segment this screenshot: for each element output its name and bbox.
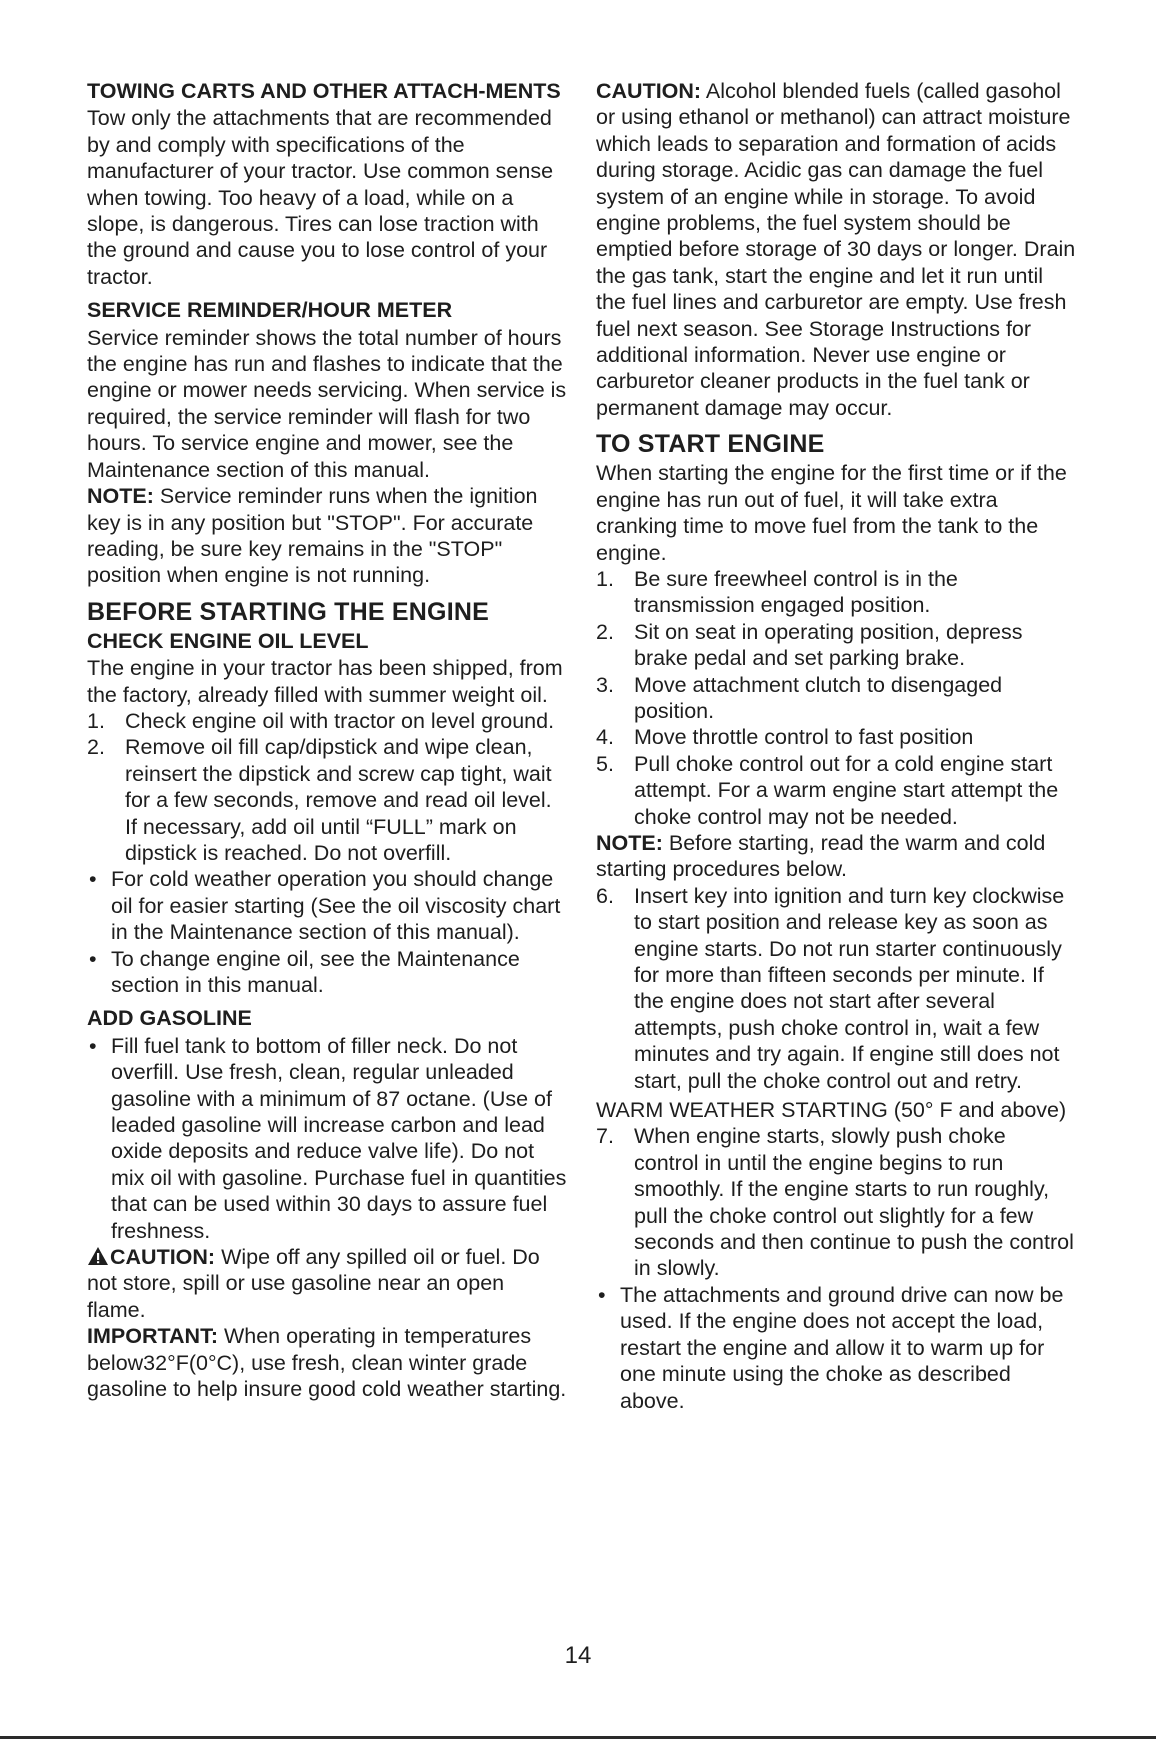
bullet-item	[87, 866, 567, 945]
step-number: 3.	[596, 672, 614, 697]
step-text: Pull choke control out for a cold engine start attempt. For a warm engine start attempt the choke control may not be needed.	[634, 751, 1059, 829]
towing-heading: TOWING CARTS AND OTHER ATTACH-MENTS	[87, 79, 561, 103]
step-number: 1.	[596, 566, 614, 591]
start-steps	[596, 566, 1076, 830]
bullet-marker: •	[89, 1033, 97, 1058]
bullet-item	[87, 946, 567, 999]
step-item	[596, 619, 1076, 672]
bullet-marker: •	[89, 946, 97, 971]
oil-intro: The engine in your tractor has been shipped, from the factory, already filled with summer weight oil.	[87, 656, 563, 707]
step-number: 6.	[596, 883, 614, 908]
note-text: Before starting, read the warm and cold starting procedures below.	[596, 830, 1046, 882]
start-note	[596, 830, 1076, 883]
caution-label: CAUTION:	[596, 79, 702, 103]
step-item	[596, 1123, 1076, 1281]
oil-bullets	[87, 866, 567, 998]
towing-text: Tow only the attachments that are recommended by and comply with specifications of the manufacturer of your tractor. Use common sense when towing. Too heavy of a load, while on a slope, is dangerous. Tires can lose traction with the ground and cause you to lose control of your tractor.	[87, 106, 554, 289]
gasoline-bullets	[87, 1033, 567, 1244]
note-text: Service reminder runs when the ignition key is in any position but "STOP". For accurate reading, be sure key remains in the "STOP" position when engine is not running.	[87, 484, 538, 588]
step-text: Move throttle control to fast position	[634, 725, 974, 750]
bullet-text: To change engine oil, see the Maintenance section in this manual.	[111, 946, 520, 997]
service-heading: SERVICE REMINDER/HOUR METER	[87, 298, 453, 323]
bullet-text: The attachments and ground drive can now be used. If the engine does not accept the load, restart the engine and allow it to warm up for one minute using the choke as described above.	[620, 1282, 1064, 1413]
important-label: IMPORTANT:	[87, 1324, 218, 1349]
final-bullets	[596, 1282, 1076, 1414]
gasoline-heading: ADD GASOLINE	[87, 1006, 252, 1031]
bullet-text: For cold weather operation you should change oil for easier starting (See the oil viscosity chart in the Maintenance section of this manual).	[111, 867, 561, 945]
bullet-marker: •	[598, 1282, 606, 1307]
service-note	[87, 483, 567, 589]
step-text: Move attachment clutch to disengaged position.	[634, 672, 1003, 723]
step-text: Remove oil fill cap/dipstick and wipe clean, reinsert the dipstick and screw cap tight, wait for a few seconds, remove and read oil level. If necessary, add oil until “FULL” mark on dipstick is reached. Do not overfill.	[125, 735, 552, 865]
step-number: 2.	[87, 735, 105, 760]
warm-steps	[596, 1123, 1076, 1281]
step-item	[87, 734, 567, 866]
bullet-item	[596, 1282, 1076, 1414]
step-number: 7.	[596, 1124, 614, 1149]
page-number: 14	[564, 1642, 592, 1669]
note-label: NOTE:	[596, 830, 663, 855]
right-column	[596, 78, 1076, 1414]
note-label: NOTE:	[87, 484, 154, 509]
important-paragraph	[87, 1323, 567, 1402]
step-number: 1.	[87, 708, 105, 733]
caution-label: CAUTION:	[110, 1245, 216, 1270]
left-column	[87, 78, 567, 1403]
step-text: Be sure freewheel control is in the transmission engaged position.	[634, 566, 958, 618]
start-engine-heading: TO START ENGINE	[596, 430, 825, 459]
oil-steps	[87, 708, 567, 866]
step-item	[596, 672, 1076, 725]
warm-weather-heading: WARM WEATHER STARTING (50° F and above)	[596, 1098, 1067, 1123]
start-intro: When starting the engine for the first time or if the engine has run out of fuel, it will take extra cranking time to move fuel from the tank to the engine.	[596, 461, 1067, 565]
step-item	[596, 724, 1076, 750]
step-text: Insert key into ignition and turn key clockwise to start position and release key as soon as engine starts. Do not run starter continuously for more than fifteen seconds per minute. If the engine does not start after several attempts, push choke control in, wait a few minutes and try again. If engine still does not start, pull the choke control out and retry.	[634, 883, 1065, 1093]
caution-text: Wipe off any spilled oil or fuel. Do not store, spill or use gasoline near an open flame.	[87, 1245, 540, 1322]
caution-paragraph	[87, 1244, 567, 1323]
bullet-text: Fill fuel tank to bottom of filler neck. Do not overfill. Use fresh, clean, regular unleaded gasoline with a minimum of 87 octane. (Use of leaded gasoline will increase carbon and lead oxide deposits and reduce valve life). Do not mix oil with gasoline. Purchase fuel in quantities that can be used within 30 days to assure fuel freshness.	[111, 1033, 567, 1243]
step-number: 4.	[596, 725, 614, 750]
service-text: Service reminder shows the total number of hours the engine has run and flashes to indicate that the engine or mower needs servicing. When service is required, the service reminder will flash for two hours. To service engine and mower, see the Maintenance section of this manual.	[87, 325, 567, 482]
step-number: 5.	[596, 751, 614, 776]
step-number: 2.	[596, 619, 614, 644]
bullet-marker: •	[89, 867, 97, 892]
step-item	[596, 751, 1076, 830]
step-text: Sit on seat in operating position, depress brake pedal and set parking brake.	[634, 619, 1023, 671]
start-steps-continued	[596, 883, 1076, 1094]
step-text: When engine starts, slowly push choke control in until the engine begins to run smoothly. If the engine starts to run roughly, pull the choke control out slightly for a few seconds and then continue to push the control in slowly.	[634, 1124, 1074, 1281]
bullet-item	[87, 1033, 567, 1244]
caution-text: Alcohol blended fuels (called gasohol or using ethanol or methanol) can attract moisture which leads to separation and formation of acids during storage. Acidic gas can damage the fuel system of an engine while in storage. To avoid engine problems, the fuel system should be emptied before storage of 30 days or longer. Drain the gas tank, start the engine and let it run until the fuel lines and carburetor are empty. Use fresh fuel next season. See Storage Instructions for additional information. Never use engine or carburetor cleaner products in the fuel tank or permanent damage may occur.	[596, 79, 1076, 420]
step-item	[596, 883, 1076, 1094]
bottom-divider	[0, 1736, 1156, 1739]
warning-triangle-icon	[87, 1246, 109, 1266]
step-item	[87, 708, 567, 734]
before-starting-heading: BEFORE STARTING THE ENGINE	[87, 597, 489, 626]
step-text: Check engine oil with tractor on level ground.	[125, 708, 555, 733]
alcohol-caution-paragraph	[596, 78, 1076, 421]
step-item	[596, 566, 1076, 619]
oil-heading: CHECK ENGINE OIL LEVEL	[87, 628, 369, 653]
important-text: When operating in temperatures below32°F(0°C), use fresh, clean winter grade gasoline to help insure good cold weather starting.	[87, 1324, 567, 1402]
